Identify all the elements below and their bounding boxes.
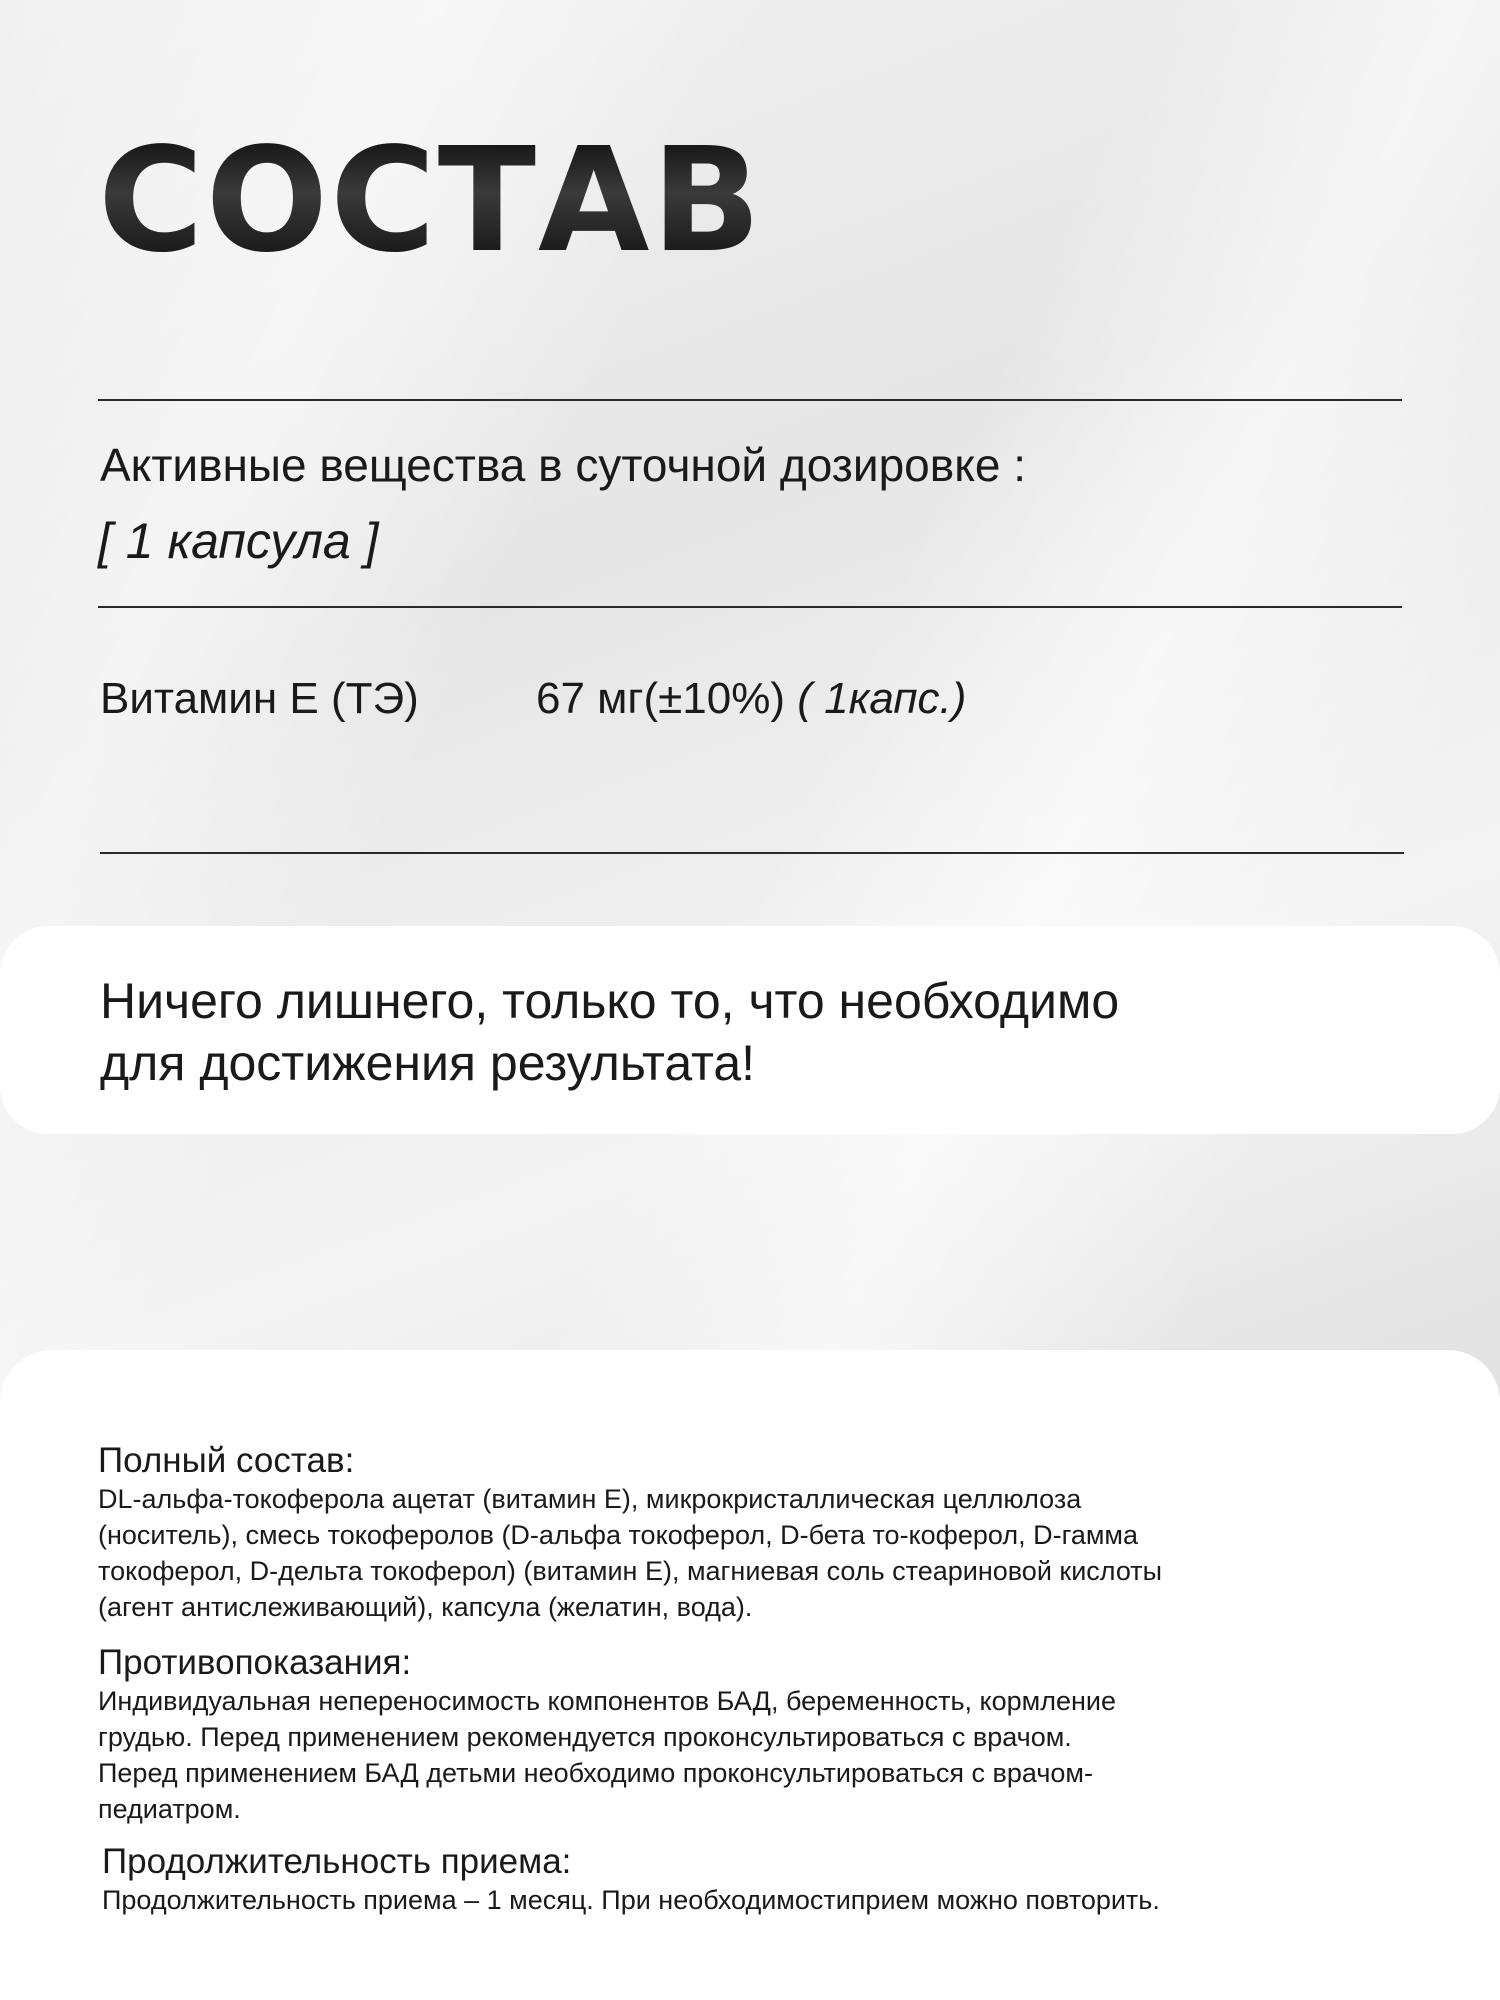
slogan-line: для достижения результата! xyxy=(100,1035,756,1091)
contraindications-line: грудью. Перед применением рекомендуется проконсультироваться с врачом. xyxy=(98,1722,1072,1752)
page-title: СОСТАВ xyxy=(98,116,764,284)
ingredient-amount-value: 67 мг(±10%) xyxy=(536,674,785,723)
contraindications-line: педиатром. xyxy=(98,1794,241,1824)
ingredient-name: Витамин Е (ТЭ) xyxy=(100,674,419,723)
contraindications-line: Индивидуальная непереносимость компонентов БАД, беременность, кормление xyxy=(98,1686,1116,1716)
daily-dose-label: [ 1 капсула ] xyxy=(98,513,379,569)
slogan xyxy=(100,970,1400,1094)
full-composition-line: токоферол, D-дельта токоферол) (витамин Е), магниевая соль стеариновой кислоты xyxy=(98,1556,1163,1586)
full-composition-line: DL-альфа-токоферола ацетат (витамин Е), микрокристаллическая целлюлоза xyxy=(98,1484,1082,1514)
divider-bottom xyxy=(100,852,1404,854)
duration-heading: Продолжительность приема: xyxy=(102,1842,572,1881)
slogan-line: Ничего лишнего, только то, что необходимо xyxy=(100,973,1120,1029)
full-composition-section xyxy=(98,1441,1438,1625)
duration-text: Продолжительность приема – 1 месяц. При необходимостиприем можно повторить. xyxy=(102,1885,1160,1915)
contraindications-section xyxy=(98,1643,1438,1827)
full-composition-line: (носитель), смесь токоферолов (D-альфа токоферол, D-бета то-коферол, D-гамма xyxy=(98,1520,1139,1550)
full-composition-line: (агент антислеживающий), капсула (желатин, вода). xyxy=(98,1592,753,1622)
ingredient-amount xyxy=(536,674,966,724)
contraindications-heading: Противопоказания: xyxy=(98,1643,412,1682)
ingredient-per-capsule: ( 1капс.) xyxy=(797,674,967,723)
divider-middle xyxy=(98,606,1402,608)
divider-top xyxy=(98,399,1402,401)
duration-section xyxy=(102,1842,1442,1918)
full-composition-heading: Полный состав: xyxy=(98,1441,355,1480)
contraindications-line: Перед применением БАД детьми необходимо проконсультироваться с врачом- xyxy=(98,1758,1093,1788)
active-substances-heading: Активные вещества в суточной дозировке : xyxy=(100,439,1026,491)
